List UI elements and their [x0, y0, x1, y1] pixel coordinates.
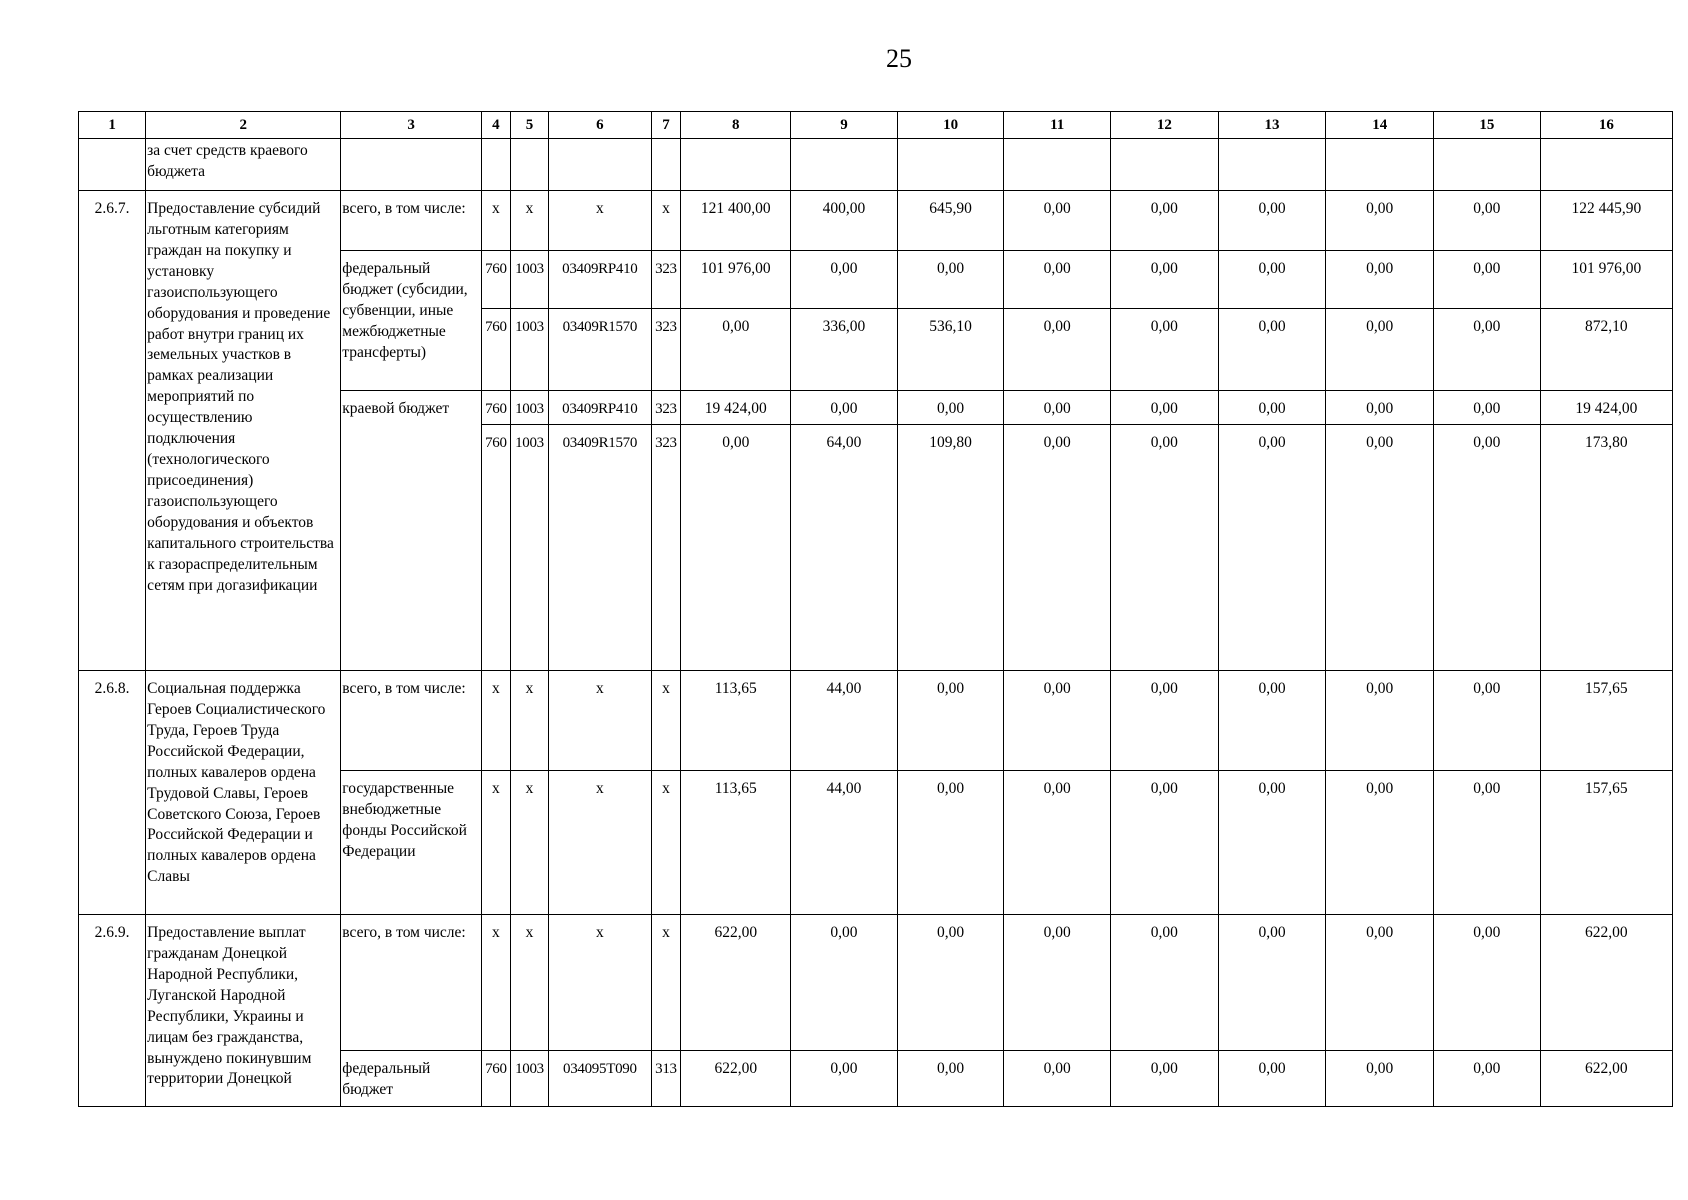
header-cell: 11	[1004, 112, 1111, 139]
cell: 622,00	[1540, 915, 1672, 1051]
cell: 0,00	[1004, 309, 1111, 391]
cell: x	[549, 915, 651, 1051]
cell: 0,00	[1434, 425, 1541, 671]
cell: 122 445,90	[1540, 191, 1672, 251]
item-number: 2.6.7.	[79, 191, 146, 671]
cell: 0,00	[897, 1051, 1004, 1107]
cell: 0,00	[1218, 251, 1326, 309]
header-cell: 7	[651, 112, 681, 139]
cell: x	[651, 771, 681, 915]
cell: 0,00	[681, 309, 791, 391]
cell: 0,00	[1326, 309, 1434, 391]
header-cell: 12	[1111, 112, 1219, 139]
cell: 0,00	[1218, 391, 1326, 425]
cell: 0,00	[1434, 391, 1541, 425]
cell: 0,00	[1434, 771, 1541, 915]
cell: x	[482, 671, 511, 771]
cell: 0,00	[1326, 251, 1434, 309]
cell: 0,00	[791, 251, 898, 309]
funding-source: всего, в том числе:	[341, 191, 482, 251]
cell: 400,00	[791, 191, 898, 251]
funding-source: всего, в том числе:	[341, 915, 482, 1051]
cell: x	[651, 671, 681, 771]
cell: 0,00	[1111, 191, 1219, 251]
table-row	[79, 915, 1673, 1051]
item-name: Предоставление выплат гражданам Донецкой Народной Республики, Луганской Народной Республики, Украины и лицам без гражданства, вынуждено покинувшим территории Донецкой	[146, 915, 341, 1107]
cell: x	[549, 671, 651, 771]
cell: 760	[482, 391, 511, 425]
cell: 101 976,00	[1540, 251, 1672, 309]
cell: 323	[651, 391, 681, 425]
cell: x	[549, 771, 651, 915]
budget-table	[78, 111, 1673, 1107]
cell: 0,00	[1326, 425, 1434, 671]
cell: 0,00	[1111, 251, 1219, 309]
cell: 760	[482, 1051, 511, 1107]
cell: 0,00	[1326, 671, 1434, 771]
cell: 0,00	[1218, 915, 1326, 1051]
cell: 0,00	[1218, 191, 1326, 251]
cell: 44,00	[791, 671, 898, 771]
item-name: Предоставление субсидий льготным категориям граждан на покупку и установку газоиспользующего оборудования и проведение работ внутри границ их земельных участков в рамках реализации мероприятий по осуществлению подключения (технологического присоединения) газоиспользующего оборудования и объектов капитального строительства к газораспределительным сетям при догазификации	[146, 191, 341, 671]
cell: 19 424,00	[681, 391, 791, 425]
cell: 0,00	[897, 771, 1004, 915]
cell: 034095T090	[549, 1051, 651, 1107]
funding-source: федеральный бюджет	[341, 1051, 482, 1107]
cell: 313	[651, 1051, 681, 1107]
cell: 0,00	[1004, 771, 1111, 915]
cell: 323	[651, 309, 681, 391]
cell: 113,65	[681, 771, 791, 915]
page-number: 25	[886, 44, 912, 73]
cell: 113,65	[681, 671, 791, 771]
cell: 0,00	[681, 425, 791, 671]
cell: 0,00	[1326, 915, 1434, 1051]
cell: 0,00	[791, 915, 898, 1051]
cell: 0,00	[1111, 425, 1219, 671]
cell: x	[651, 915, 681, 1051]
cell: 0,00	[1434, 1051, 1541, 1107]
cell: 1003	[510, 251, 548, 309]
cell: 0,00	[1326, 771, 1434, 915]
item-number: 2.6.8.	[79, 671, 146, 915]
cell: 44,00	[791, 771, 898, 915]
cell: x	[482, 771, 511, 915]
funding-source: федеральный бюджет (субсидии, субвенции, иные межбюджетные трансферты)	[341, 251, 482, 391]
item-name: за счет средств краевого бюджета	[146, 139, 341, 191]
item-name: Социальная поддержка Героев Социалистического Труда, Героев Труда Российской Федерации, полных кавалеров ордена Трудовой Славы, Героев Советского Союза, Героев Российской Федерации и полных кавалеров ордена Славы	[146, 671, 341, 915]
cell: x	[510, 191, 548, 251]
cell: 1003	[510, 391, 548, 425]
header-cell: 2	[146, 112, 341, 139]
cell: 760	[482, 251, 511, 309]
header-cell: 4	[482, 112, 511, 139]
cell: x	[482, 915, 511, 1051]
cell: 0,00	[1004, 391, 1111, 425]
table-row	[79, 671, 1673, 771]
cell: 0,00	[1326, 1051, 1434, 1107]
cell: x	[510, 671, 548, 771]
cell: x	[482, 191, 511, 251]
cell: x	[510, 915, 548, 1051]
cell: 323	[651, 425, 681, 671]
header-cell: 9	[791, 112, 898, 139]
cell: 101 976,00	[681, 251, 791, 309]
header-row	[79, 112, 1673, 139]
cell: 0,00	[1111, 771, 1219, 915]
cell: 0,00	[1004, 671, 1111, 771]
cell: 0,00	[1434, 191, 1541, 251]
cell: 0,00	[1434, 251, 1541, 309]
cell: 0,00	[1218, 309, 1326, 391]
cell: 1003	[510, 309, 548, 391]
cell: 0,00	[1434, 915, 1541, 1051]
cell: 645,90	[897, 191, 1004, 251]
cell: 0,00	[897, 251, 1004, 309]
cell: 121 400,00	[681, 191, 791, 251]
cell: 0,00	[1434, 309, 1541, 391]
cell: 622,00	[681, 915, 791, 1051]
cell: 323	[651, 251, 681, 309]
cell: 536,10	[897, 309, 1004, 391]
header-cell: 1	[79, 112, 146, 139]
cell: 0,00	[897, 391, 1004, 425]
cell: 0,00	[1004, 915, 1111, 1051]
cell: 0,00	[1004, 251, 1111, 309]
funding-source: всего, в том числе:	[341, 671, 482, 771]
cell: 1003	[510, 1051, 548, 1107]
header-cell: 14	[1326, 112, 1434, 139]
cell: x	[651, 191, 681, 251]
header-cell: 5	[510, 112, 548, 139]
continuation-row	[79, 139, 1673, 191]
cell: 03409R1570	[549, 425, 651, 671]
cell: 109,80	[897, 425, 1004, 671]
cell: 872,10	[1540, 309, 1672, 391]
header-cell: 3	[341, 112, 482, 139]
cell: 760	[482, 425, 511, 671]
cell: 0,00	[791, 1051, 898, 1107]
cell: 03409R1570	[549, 309, 651, 391]
cell: 03409RP410	[549, 391, 651, 425]
cell: 0,00	[1111, 1051, 1219, 1107]
cell: 03409RP410	[549, 251, 651, 309]
header-cell: 10	[897, 112, 1004, 139]
cell: 0,00	[1218, 771, 1326, 915]
funding-source: государственные внебюджетные фонды Российской Федерации	[341, 771, 482, 915]
header-cell: 16	[1540, 112, 1672, 139]
cell: 0,00	[897, 671, 1004, 771]
funding-source: краевой бюджет	[341, 391, 482, 671]
cell: 0,00	[791, 391, 898, 425]
cell: 1003	[510, 425, 548, 671]
header-cell: 15	[1434, 112, 1541, 139]
cell: 0,00	[1326, 391, 1434, 425]
cell: 0,00	[897, 915, 1004, 1051]
cell: 0,00	[1004, 191, 1111, 251]
cell: 336,00	[791, 309, 898, 391]
cell: 0,00	[1004, 1051, 1111, 1107]
cell: 0,00	[1218, 671, 1326, 771]
cell: 0,00	[1004, 425, 1111, 671]
cell: 0,00	[1111, 391, 1219, 425]
cell: 760	[482, 309, 511, 391]
cell: 173,80	[1540, 425, 1672, 671]
cell: 0,00	[1434, 671, 1541, 771]
cell: 19 424,00	[1540, 391, 1672, 425]
header-cell: 13	[1218, 112, 1326, 139]
cell: 622,00	[1540, 1051, 1672, 1107]
header-cell: 6	[549, 112, 651, 139]
cell: 64,00	[791, 425, 898, 671]
cell: x	[549, 191, 651, 251]
table-row	[79, 191, 1673, 251]
cell: 0,00	[1218, 425, 1326, 671]
cell: 622,00	[681, 1051, 791, 1107]
header-cell: 8	[681, 112, 791, 139]
cell: 0,00	[1326, 191, 1434, 251]
cell: 0,00	[1111, 671, 1219, 771]
cell: x	[510, 771, 548, 915]
cell: 0,00	[1111, 915, 1219, 1051]
cell: 0,00	[1111, 309, 1219, 391]
cell: 157,65	[1540, 671, 1672, 771]
cell: 0,00	[1218, 1051, 1326, 1107]
cell: 157,65	[1540, 771, 1672, 915]
item-number: 2.6.9.	[79, 915, 146, 1107]
